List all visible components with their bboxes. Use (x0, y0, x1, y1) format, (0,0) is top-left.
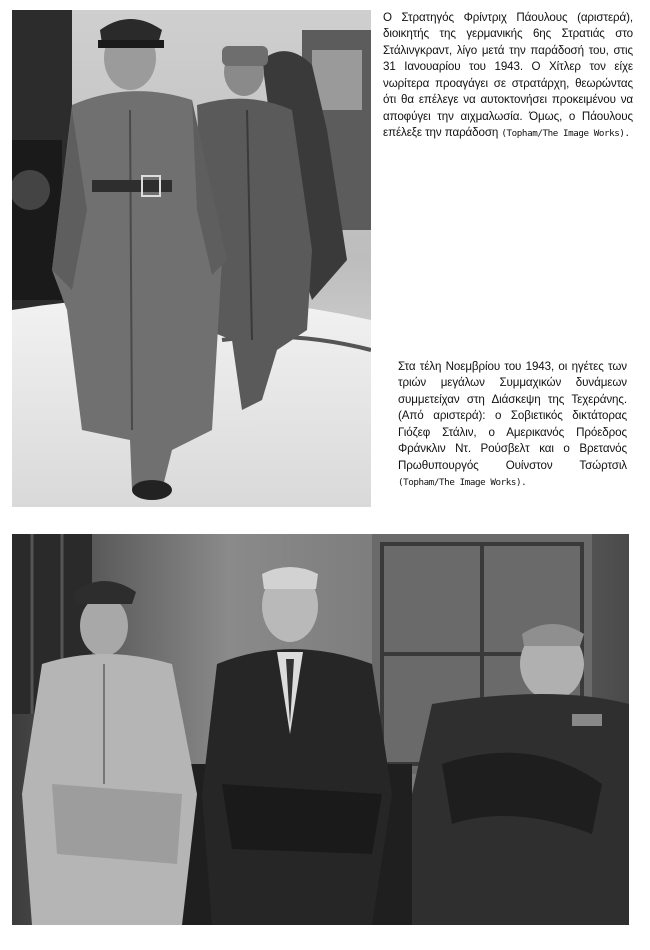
photo-tehran-conference (12, 534, 629, 925)
caption-paulus-text: Ο Στρατηγός Φρίντριχ Πάουλους (αριστερά), διοικητής της γερμανικής 6ης Στρατιάς στο Στάλινγκραντ, λίγο μετά την παράδοσή του, στις 31 Ιανουαρίου του 1943. Ο Χίτλερ τον είχε νωρίτερα προαγάγει σε στρατάρχη, θεωρώντας ότι θα επέλεγε να αυτοκτονήσει προκειμένου να αποφύγει την αιχμαλωσία. Όμως, ο Πάουλους επέλεξε την παράδοση (383, 11, 633, 140)
photo-paulus-surrender-icon (12, 10, 371, 507)
photo-tehran-conference-icon (12, 534, 629, 925)
caption-paulus-credit: (Topham/The Image Works). (501, 128, 630, 140)
caption-tehran-text: Στα τέλη Νοεμβρίου του 1943, οι ηγέτες των τριών μεγάλων Συμμαχικών δυνάμεων συμμετείχαν στη Διάσκεψη της Τεχεράνης. (Από αριστερά): ο Σοβιετικός δικτάτορας Γιόζεφ Στάλιν, ο Αμερικανός Πρόεδρος Φράνκλιν Ντ. Ρούσβελτ και ο Βρετανός Πρωθυπουργός Ουίνστον Τσώρτσιλ (398, 360, 627, 472)
caption-paulus (383, 10, 633, 142)
photo-paulus-surrender (12, 10, 371, 507)
caption-tehran (398, 359, 627, 491)
caption-tehran-credit: (Topham/The Image Works). (398, 477, 527, 489)
